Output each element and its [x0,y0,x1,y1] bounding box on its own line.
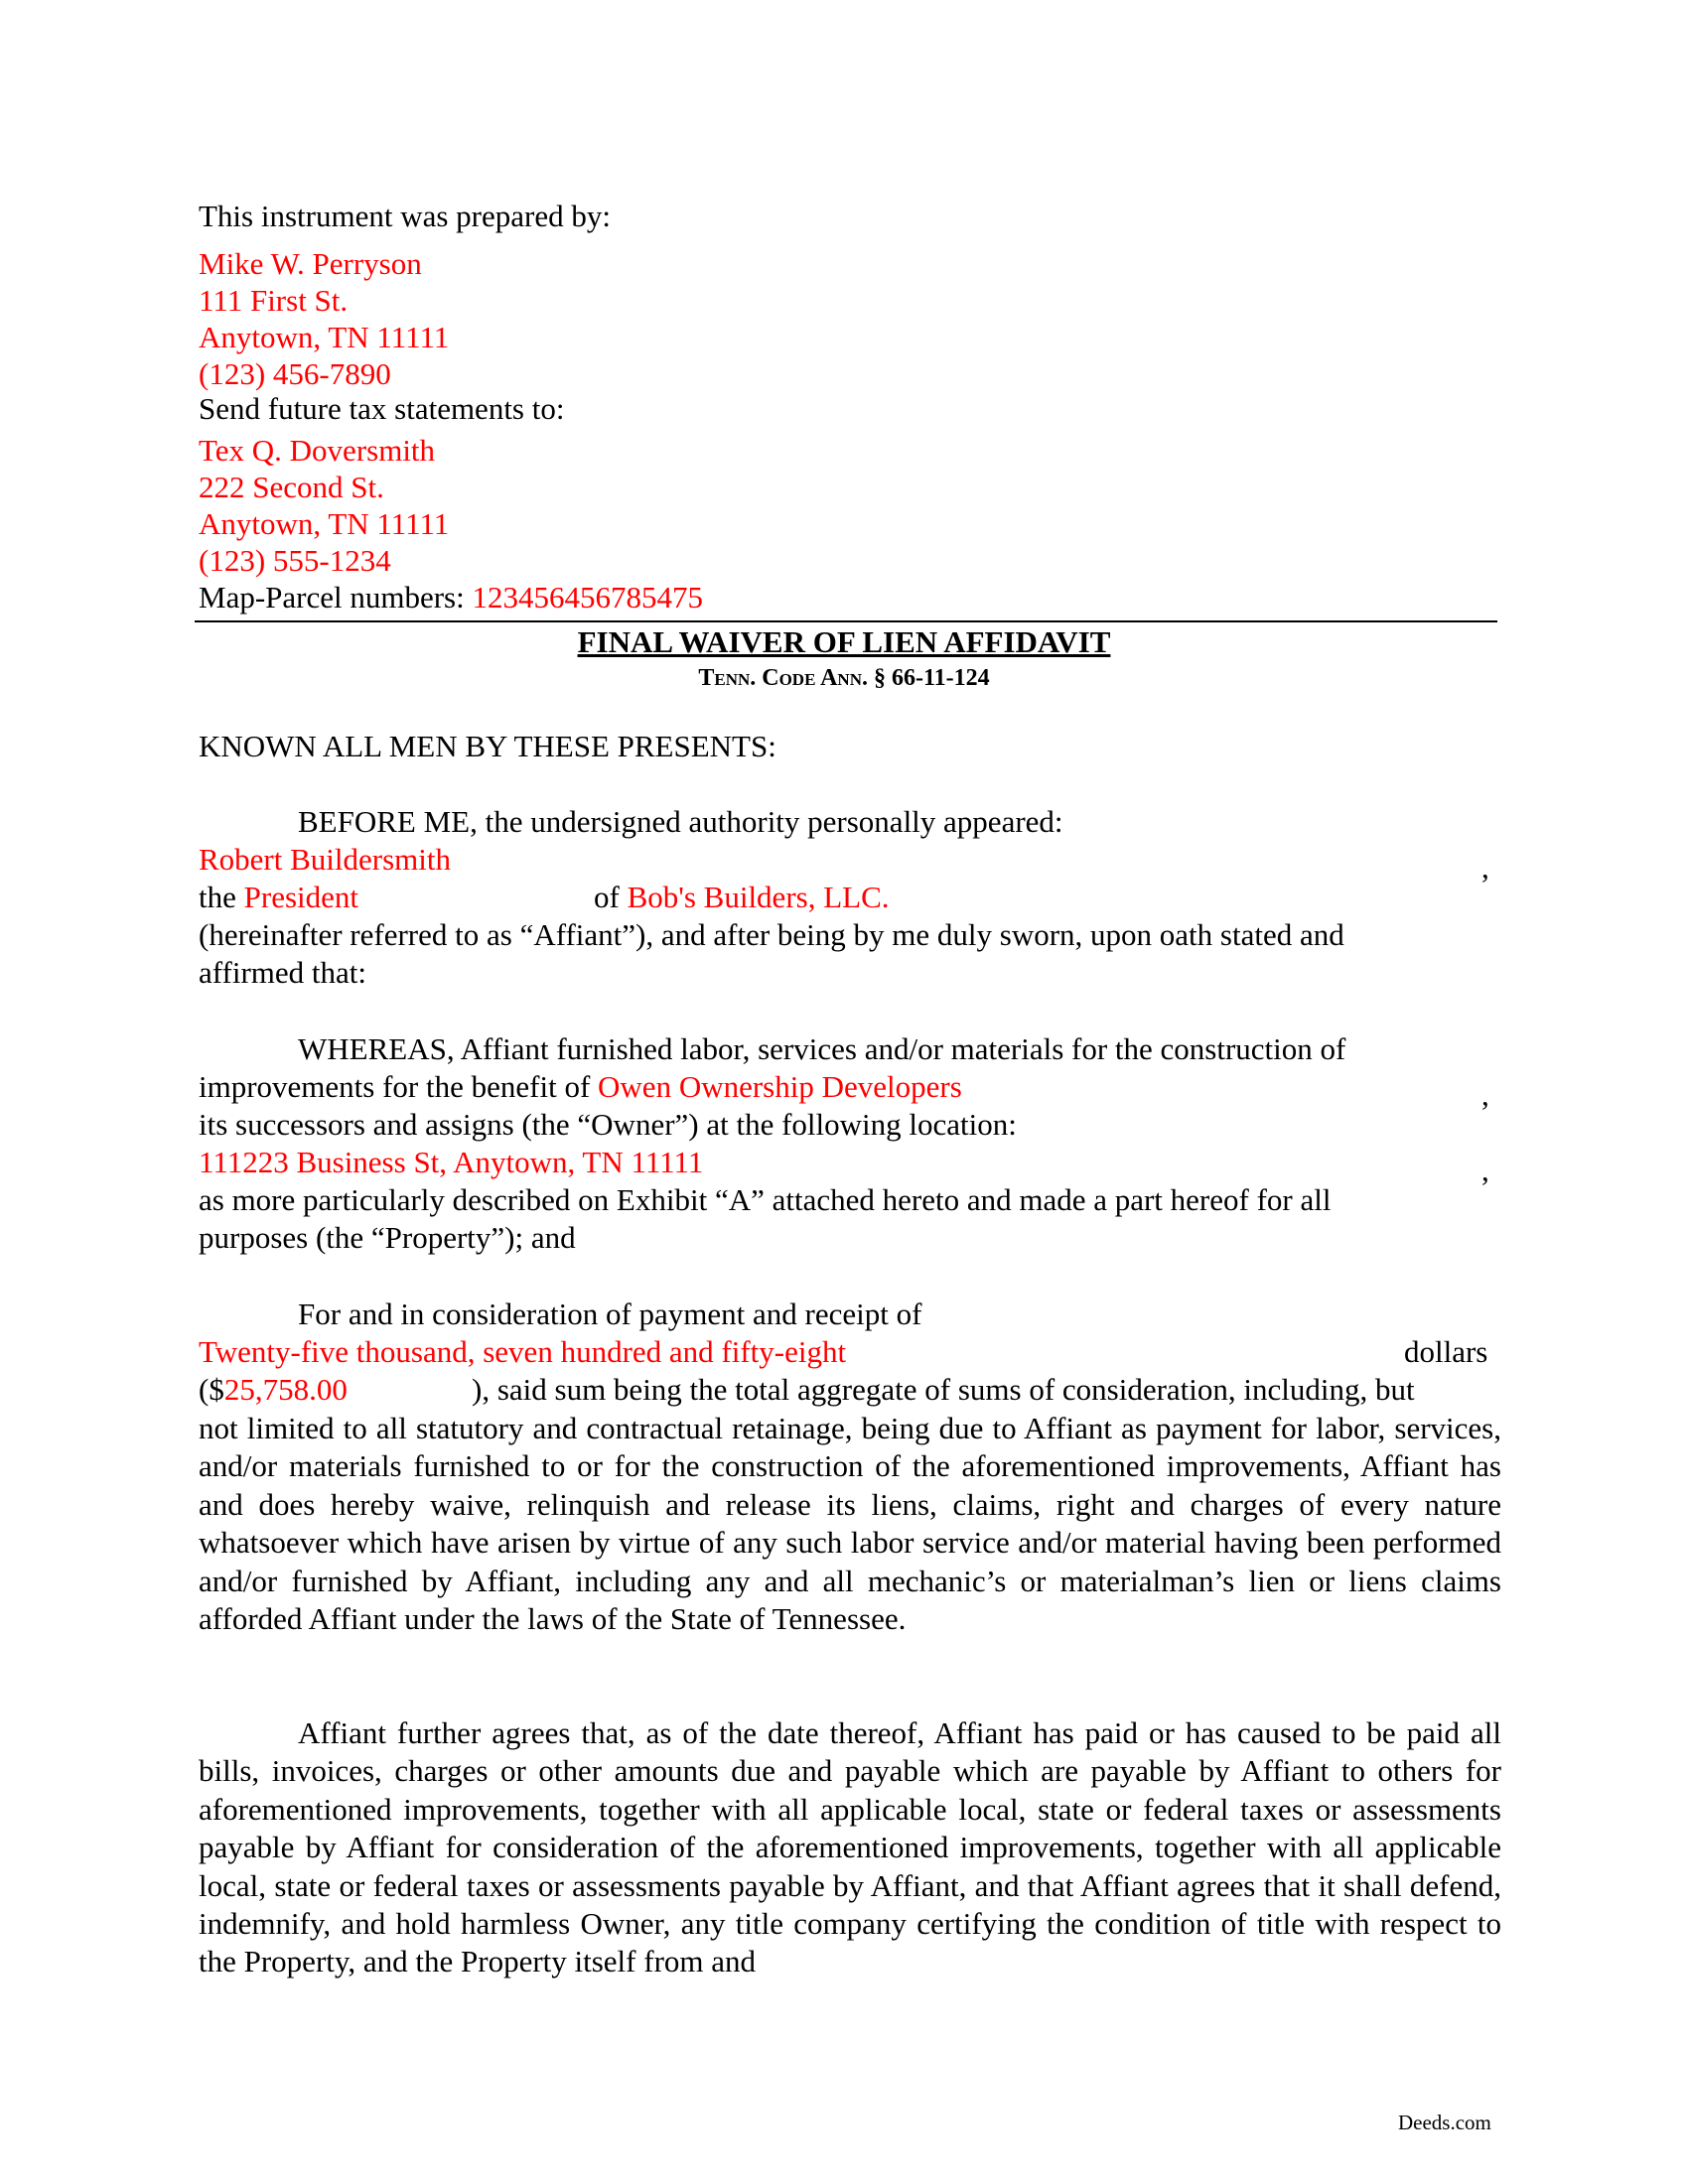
parcel-label: Map-Parcel numbers: [199,580,473,614]
successors-line: its successors and assigns (the “Owner”) at the following location: [199,1107,1017,1142]
tax-recipient-phone: (123) 555-1234 [199,543,391,578]
preparer-phone: (123) 456-7890 [199,356,391,391]
hereinafter-line-2: affirmed that: [199,955,367,990]
whereas-line-1: WHEREAS, Affiant furnished labor, services and/or materials for the construction of [298,1031,1346,1066]
the-label: the [199,880,244,914]
affiant-name-comma: , [1481,850,1489,885]
intro-line: KNOWN ALL MEN BY THESE PRESENTS: [199,729,776,763]
parcel-line [199,580,703,615]
affiant-title-line [199,880,358,915]
amount-number-line [199,1372,348,1408]
of-label: of [594,880,628,914]
whereas-line-2 [199,1069,962,1105]
consideration-rest: ), said sum being the total aggregate of sums of consideration, including, but [472,1372,1415,1407]
prepared-by-label: This instrument was prepared by: [199,199,611,233]
hereinafter-line-1: (hereinafter referred to as “Affiant”), and after being by me duly sworn, upon oath stated and [199,917,1344,952]
amount-in-words: Twenty-five thousand, seven hundred and fifty-eight [199,1334,847,1369]
consideration-line-1: For and in consideration of payment and receipt of [298,1297,922,1331]
document-title: FINAL WAIVER OF LIEN AFFIDAVIT [577,624,1111,659]
preparer-city: Anytown, TN 11111 [199,320,450,354]
preparer-name: Mike W. Perryson [199,246,422,281]
company-name: Bob's Builders, LLC. [627,880,890,914]
statute-citation: Tenn. Code Ann. § 66-11-124 [698,665,990,691]
affiant-name: Robert Buildersmith [199,842,452,877]
dollars-label: dollars [1404,1334,1488,1369]
tax-statements-label: Send future tax statements to: [199,391,565,426]
tax-recipient-street: 222 Second St. [199,470,384,504]
benefit-label: improvements for the benefit of [199,1069,599,1104]
exhibit-line-2: purposes (the “Property”); and [199,1220,576,1255]
preparer-street: 111 First St. [199,283,349,318]
dollar-sign: ($ [199,1372,224,1407]
exhibit-line-1: as more particularly described on Exhibit “A” attached hereto and made a part hereof for all [199,1182,1332,1217]
affiant-title: President [243,880,358,914]
owner-comma: , [1481,1077,1489,1112]
further-agrees-paragraph: Affiant further agrees that, as of the date thereof, Affiant has paid or has caused to be paid all bills, invoices, charges or other amounts due and payable which are payable by Affiant to others for aforementioned improvements, together with all applicable local, state or federal taxes or assessments payable by Affiant for consideration of the aforementioned improvements, together with all applicable local, state or federal taxes or assessments payable by Affiant, and that Affiant agrees that it shall defend, indemnify, and hold harmless Owner, any title company certifying the condition of title with respect to the Property, and the Property itself from and [199,1715,1501,1979]
consideration-body: not limited to all statutory and contractual retainage, being due to Affiant as payment for labor, services, and/or materials furnished to or for the construction of the aforementioned improvements, Affiant has and does hereby waive, relinquish and release its liens, claims, right and charges of every nature whatsoever which have arisen by virtue of any such labor service and/or material having been performed and/or furnished by Affiant, including any and all mechanic’s or materialman’s lien or liens claims afforded Affiant under the laws of the State of Tennessee. [199,1411,1501,1637]
location-comma: , [1481,1153,1489,1187]
amount-number: 25,758.00 [223,1372,348,1407]
parcel-number: 123456456785475 [472,580,703,614]
header-divider [195,620,1497,622]
company-line [594,880,890,915]
tax-recipient-name: Tex Q. Doversmith [199,433,436,468]
tax-recipient-city: Anytown, TN 11111 [199,506,450,541]
before-me-line: BEFORE ME, the undersigned authority personally appeared: [298,804,1063,839]
property-location: 111223 Business St, Anytown, TN 11111 [199,1145,704,1179]
owner-name: Owen Ownership Developers [598,1069,962,1104]
footer-brand: Deeds.com [1398,2111,1491,2134]
